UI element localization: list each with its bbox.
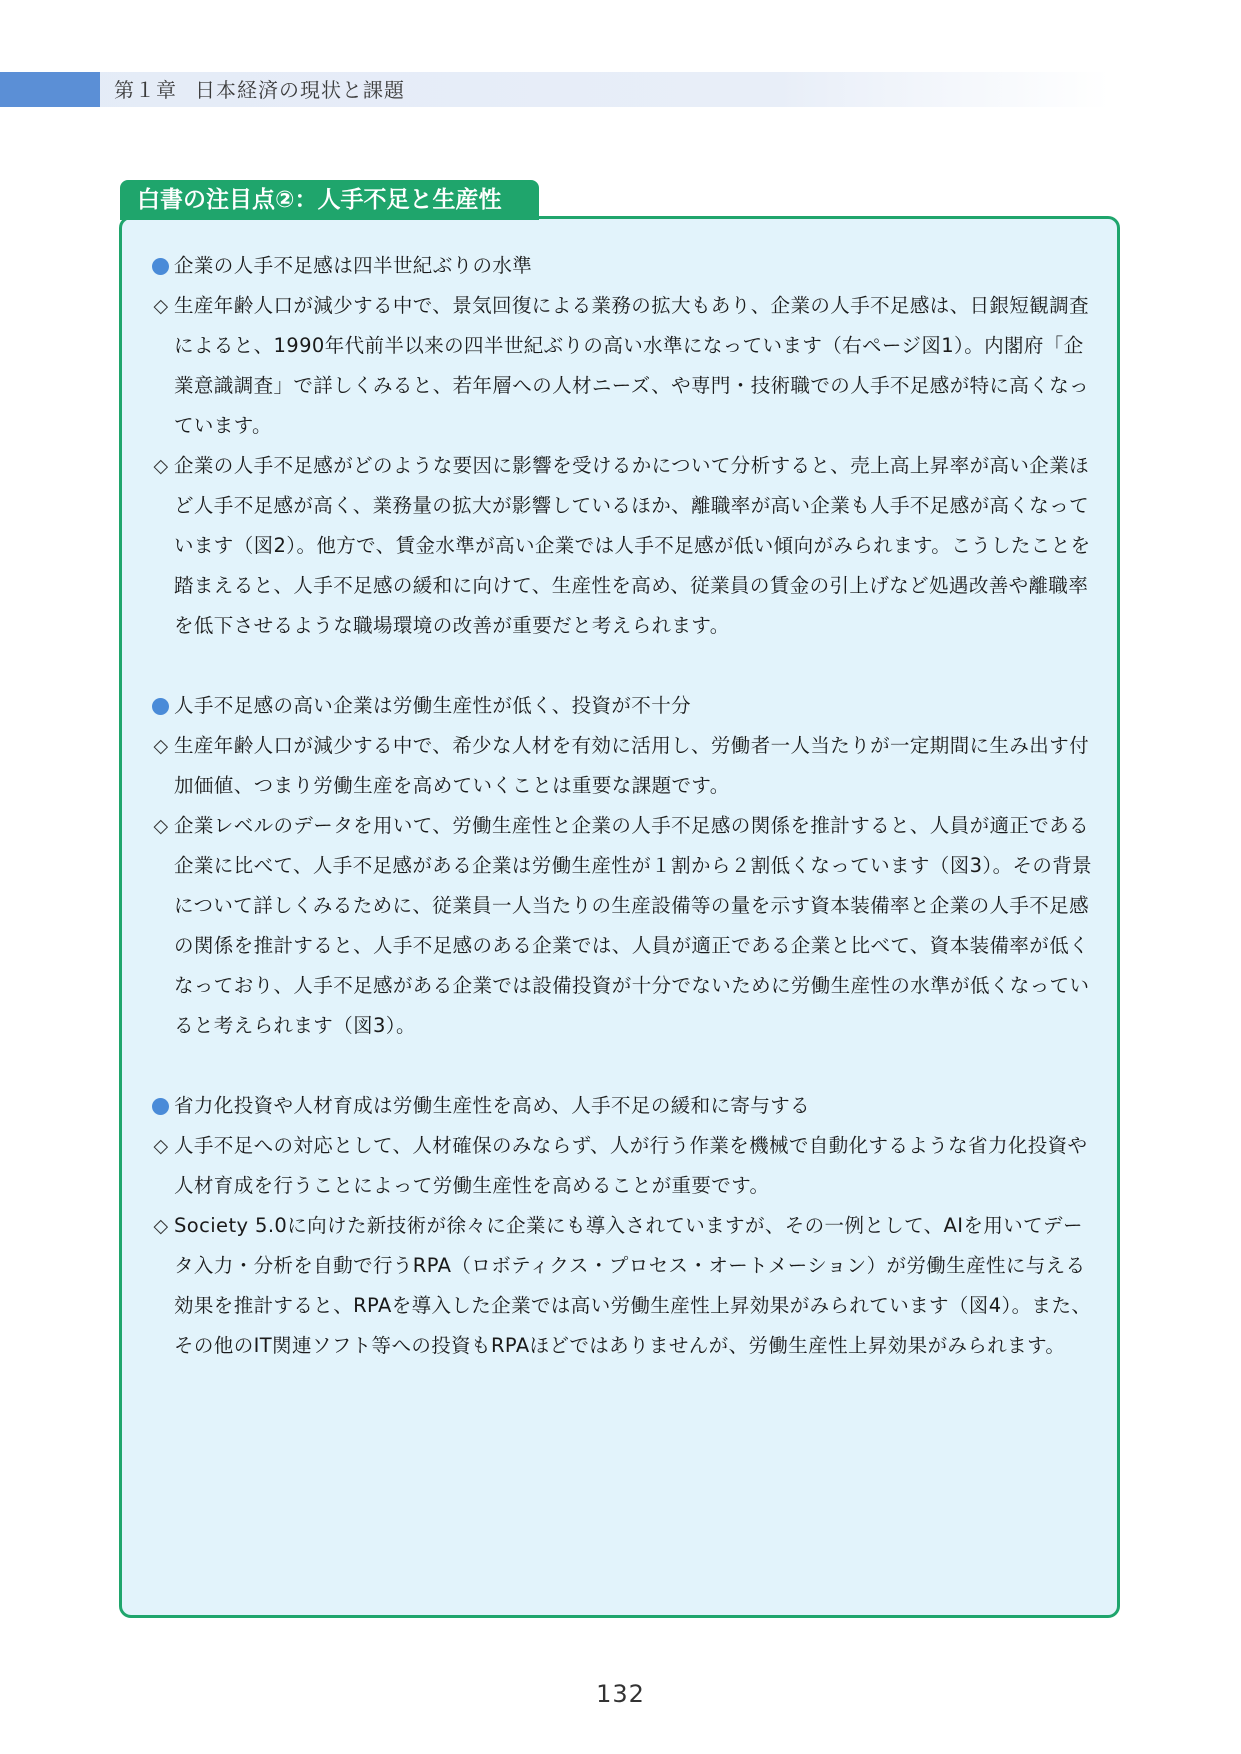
paragraph	[152, 726, 1097, 806]
diamond-icon: ◇	[153, 815, 169, 837]
bullet-dot-icon	[152, 1098, 169, 1115]
paragraph	[152, 806, 1097, 1046]
page-number: 132	[596, 1680, 645, 1708]
paragraph	[152, 1126, 1097, 1206]
section-heading	[152, 686, 1097, 726]
bullet-dot-icon	[152, 258, 169, 275]
section-heading-text: 省力化投資や人材育成は労働生産性を高め、人手不足の緩和に寄与する	[174, 1094, 811, 1117]
paragraph-text: 企業の人手不足感がどのような要因に影響を受けるかについて分析すると、売上高上昇率が高い企業ほど人手不足感が高く、業務量の拡大が影響しているほか、離職率が高い企業も人手不足感が高くなっています（図2）。他方で、賃金水準が高い企業では人手不足感が低い傾向がみられます。こうしたことを踏まえると、人手不足感の緩和に向けて、生産性を高め、従業員の賃金の引上げなど処遇改善や離職率を低下させるような職場環境の改善が重要だと考えられます。	[174, 454, 1091, 637]
section-heading-text: 人手不足感の高い企業は労働生産性が低く、投資が不十分	[174, 694, 692, 717]
diamond-icon: ◇	[153, 1135, 169, 1157]
section-heading	[152, 246, 1097, 286]
box-title: 白書の注目点②：人手不足と生産性	[120, 180, 539, 220]
section-heading-text: 企業の人手不足感は四半世紀ぶりの水準	[174, 254, 533, 277]
chapter-number: 第１章	[114, 78, 177, 102]
chapter-title: 日本経済の現状と課題	[195, 78, 405, 102]
chapter-header	[114, 75, 405, 105]
diamond-icon: ◇	[153, 735, 169, 757]
paragraph-text: 人手不足への対応として、人材確保のみならず、人が行う作業を機械で自動化するような省力化投資や人材育成を行うことによって労働生産性を高めることが重要です。	[174, 1134, 1088, 1197]
paragraph-text: 企業レベルのデータを用いて、労働生産性と企業の人手不足感の関係を推計すると、人員が適正である企業に比べて、人手不足感がある企業は労働生産性が１割から２割低くなっています（図3）。その背景について詳しくみるために、従業員一人当たりの生産設備等の量を示す資本装備率と企業の人手不足感の関係を推計すると、人手不足感のある企業では、人員が適正である企業と比べて、資本装備率が低くなっており、人手不足感がある企業では設備投資が十分でないために労働生産性の水準が低くなっていると考えられます（図3）。	[174, 814, 1093, 1037]
paragraph-text: Society 5.0に向けた新技術が徐々に企業にも導入されていますが、その一例として、AIを用いてデータ入力・分析を自動で行うRPA（ロボティクス・プロセス・オートメーション）が労働生産性に与える効果を推計すると、RPAを導入した企業では高い労働生産性上昇効果がみられています（図4）。また、その他のIT関連ソフト等への投資もRPAほどではありませんが、労働生産性上昇効果がみられます。	[174, 1214, 1092, 1357]
bullet-dot-icon	[152, 698, 169, 715]
paragraph	[152, 286, 1097, 446]
chapter-header-accent	[0, 72, 100, 107]
diamond-icon: ◇	[153, 1215, 169, 1237]
diamond-icon: ◇	[153, 295, 169, 317]
paragraph-text: 生産年齢人口が減少する中で、希少な人材を有効に活用し、労働者一人当たりが一定期間に生み出す付加価値、つまり労働生産を高めていくことは重要な課題です。	[174, 734, 1090, 797]
box-content	[152, 246, 1097, 1366]
diamond-icon: ◇	[153, 455, 169, 477]
paragraph	[152, 446, 1097, 646]
paragraph	[152, 1206, 1097, 1366]
section-heading	[152, 1086, 1097, 1126]
paragraph-text: 生産年齢人口が減少する中で、景気回復による業務の拡大もあり、企業の人手不足感は、日銀短観調査によると、1990年代前半以来の四半世紀ぶりの高い水準になっています（右ページ図1）。内閣府「企業意識調査」で詳しくみると、若年層への人材ニーズ、や専門・技術職での人手不足感が特に高くなっています。	[174, 294, 1090, 437]
